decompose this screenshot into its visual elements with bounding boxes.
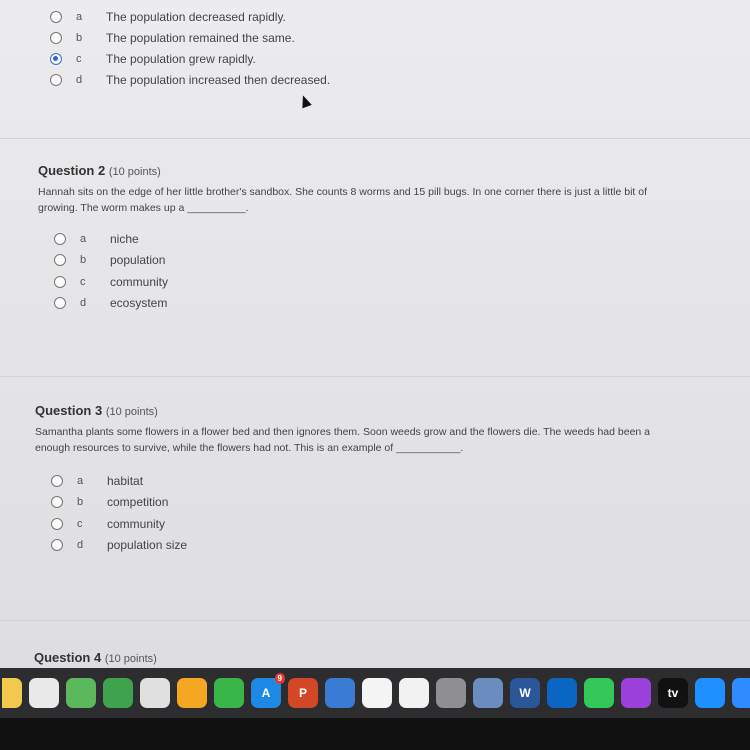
question-text	[38, 184, 750, 216]
option-row-3b[interactable]	[51, 492, 750, 514]
option-text: competition	[107, 495, 169, 510]
dock-icon-label: tv	[667, 686, 679, 700]
photos-icon[interactable]	[29, 678, 59, 708]
zoom-icon[interactable]	[732, 678, 750, 708]
notification-badge: 9	[275, 673, 285, 684]
option-row-2d[interactable]	[54, 293, 750, 315]
option-text: The population remained the same.	[106, 30, 295, 45]
option-row-3d[interactable]	[51, 535, 750, 557]
radio-button[interactable]	[54, 297, 66, 309]
option-row-3c[interactable]	[51, 513, 750, 535]
numbers-icon[interactable]	[103, 678, 133, 708]
apple-tv-icon[interactable]	[658, 678, 688, 708]
news-icon[interactable]	[399, 678, 429, 708]
question-text-line: Samantha plants some flowers in a flower bed and then ignores them. Soon weeds grow and the flowers die. The weeds had been a	[35, 426, 651, 438]
option-letter: a	[76, 10, 83, 23]
question-text-line: Hannah sits on the edge of her little brother's sandbox. She counts 8 worms and 15 pill bugs. In one corner there is just a little bit of	[38, 186, 648, 198]
divider	[0, 376, 750, 377]
question-title	[38, 163, 750, 178]
dock-icon-label: P	[298, 686, 307, 700]
messages-icon[interactable]	[584, 678, 614, 708]
option-letter: d	[76, 73, 83, 86]
option-letter: a	[80, 232, 87, 245]
question-title	[35, 403, 750, 418]
option-row-1c[interactable]	[50, 48, 750, 69]
question-2	[38, 163, 750, 314]
option-row-1a[interactable]	[50, 6, 750, 27]
divider	[0, 138, 750, 139]
radio-button[interactable]	[50, 74, 62, 86]
app-store-icon[interactable]	[251, 674, 282, 708]
screen-bezel	[0, 718, 750, 750]
option-text: community	[110, 274, 169, 289]
option-text: The population grew rapidly.	[106, 51, 256, 66]
question-points: (10 points)	[105, 406, 158, 418]
pages-icon[interactable]	[177, 678, 207, 708]
question-points: (10 points)	[104, 653, 157, 665]
dock-icon-label: A	[261, 686, 271, 700]
radio-button-selected[interactable]	[50, 53, 62, 65]
system-preferences-icon[interactable]	[436, 678, 466, 708]
radio-button[interactable]	[54, 233, 66, 245]
dock	[0, 668, 750, 718]
option-text: The population increased then decreased.	[106, 72, 331, 87]
maps-icon[interactable]	[66, 678, 96, 708]
option-text: ecosystem	[110, 296, 168, 311]
radio-button[interactable]	[51, 539, 63, 551]
question-text-line: growing. The worm makes up a __________.	[38, 202, 249, 214]
radio-button[interactable]	[54, 276, 66, 288]
keynote-presenter-icon[interactable]	[325, 678, 355, 708]
option-letter: d	[77, 539, 84, 552]
question-4	[34, 650, 750, 665]
preview-icon[interactable]	[473, 678, 503, 708]
option-row-2a[interactable]	[54, 228, 750, 250]
question-1-options	[50, 6, 750, 90]
radio-button[interactable]	[50, 11, 62, 23]
option-letter: b	[77, 496, 84, 509]
notes-icon[interactable]	[2, 678, 22, 708]
calendar-icon[interactable]	[362, 678, 392, 708]
mouse-cursor-icon	[298, 94, 312, 109]
option-letter: b	[80, 254, 87, 267]
option-row-1b[interactable]	[50, 27, 750, 48]
radio-button[interactable]	[51, 496, 63, 508]
facetime-icon[interactable]	[214, 678, 244, 708]
option-row-3a[interactable]	[51, 470, 750, 492]
question-title	[34, 650, 750, 665]
keynote-icon[interactable]	[140, 678, 170, 708]
question-3	[35, 403, 750, 556]
question-text-line: enough resources to survive, while the flowers had not. This is an example of ___________.	[35, 442, 464, 454]
option-letter: a	[77, 474, 84, 487]
radio-button[interactable]	[51, 475, 63, 487]
radio-button[interactable]	[54, 254, 66, 266]
option-row-1d[interactable]	[50, 69, 750, 90]
option-text: population	[110, 253, 166, 268]
option-letter: c	[77, 517, 83, 530]
option-row-2c[interactable]	[54, 271, 750, 293]
option-letter: b	[76, 31, 83, 44]
dock-icon-label: W	[519, 686, 531, 700]
question-number: Question 4	[34, 650, 102, 665]
question-2-options	[54, 228, 750, 314]
question-text	[35, 424, 750, 456]
divider	[0, 620, 750, 621]
option-text: habitat	[107, 473, 144, 488]
safari-icon[interactable]	[695, 678, 725, 708]
radio-button[interactable]	[50, 32, 62, 44]
option-text: niche	[110, 231, 139, 246]
option-row-2b[interactable]	[54, 250, 750, 272]
question-number: Question 2	[38, 163, 106, 178]
radio-button[interactable]	[51, 518, 63, 530]
option-text: The population decreased rapidly.	[106, 9, 286, 24]
option-text: community	[107, 516, 166, 531]
question-3-options	[51, 470, 750, 556]
option-letter: d	[80, 297, 87, 310]
question-number: Question 3	[35, 403, 103, 418]
option-letter: c	[76, 52, 82, 65]
option-letter: c	[80, 275, 86, 288]
outlook-icon[interactable]	[547, 678, 577, 708]
question-points: (10 points)	[108, 166, 161, 178]
word-icon[interactable]	[510, 678, 540, 708]
podcasts-icon[interactable]	[621, 678, 651, 708]
option-text: population size	[107, 538, 188, 553]
powerpoint-icon[interactable]	[288, 678, 318, 708]
